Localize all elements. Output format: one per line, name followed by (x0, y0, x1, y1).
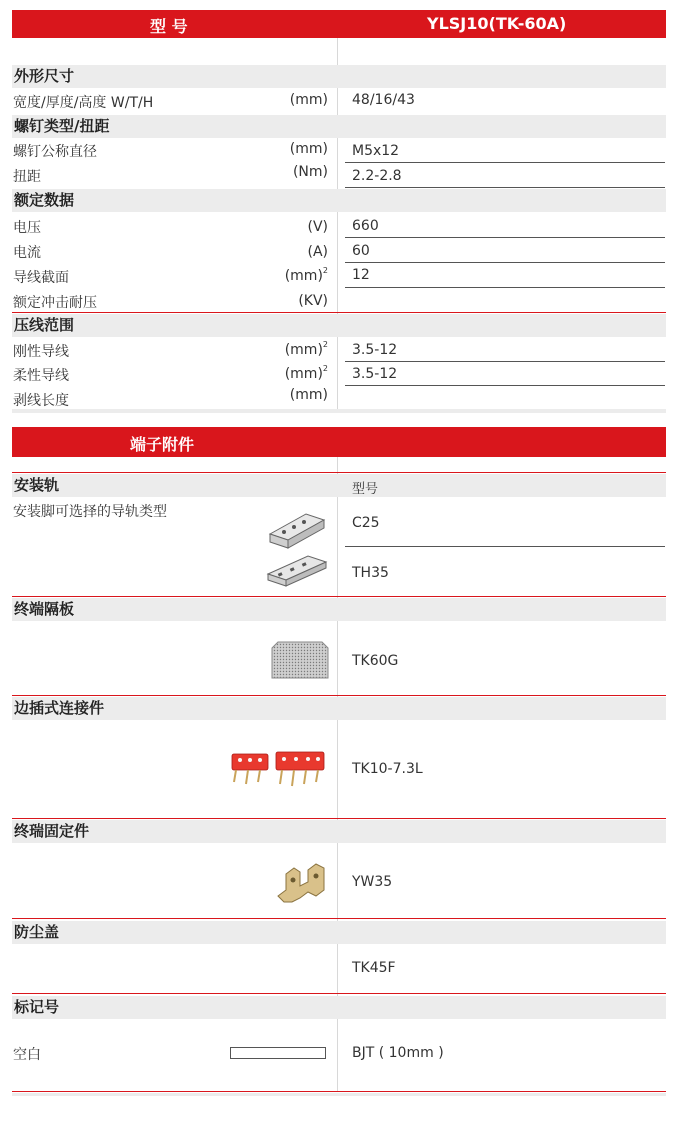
spec-unit (285, 268, 328, 284)
din-rail-c25-icon (266, 510, 330, 550)
dust-cover-value: TK45F (352, 960, 396, 976)
accessories-bar (12, 427, 666, 457)
section-divider (12, 1091, 666, 1092)
section-divider (12, 596, 666, 597)
rail-col-header: 型号 (352, 482, 379, 497)
marker-label: 空白 (13, 1047, 41, 1063)
unit-text: (mm) (284, 366, 323, 382)
unit-superscript: 2 (322, 266, 328, 275)
spec-unit (285, 342, 328, 358)
spec-value: 60 (352, 243, 370, 259)
spec-value: 3.5-12 (352, 366, 398, 382)
spec-label: 额定冲击耐压 (13, 295, 97, 311)
rail-description: 安装脚可选择的导轨类型 (13, 504, 167, 520)
spec-unit: (V) (307, 219, 328, 235)
spacer-band (12, 409, 666, 413)
section-dimensions: 外形尺寸 (12, 65, 666, 88)
spec-value: M5x12 (352, 143, 400, 159)
section-screw: 螺钉类型/扭距 (12, 115, 666, 138)
value-underline (345, 237, 665, 238)
spec-label: 刚性导线 (13, 344, 69, 360)
spec-label: 宽度/厚度/高度 W/T/H (13, 95, 154, 111)
column-divider (337, 38, 338, 410)
spec-value: 660 (352, 218, 379, 234)
value-underline (345, 162, 665, 163)
section-end-plate: 终端隔板 (12, 598, 666, 621)
rail-item: TH35 (352, 565, 389, 581)
value-underline (345, 546, 665, 547)
spec-unit (285, 366, 328, 382)
spec-label: 螺钉公称直径 (13, 144, 97, 160)
spec-value: 3.5-12 (352, 342, 398, 358)
unit-text: (mm) (284, 342, 323, 358)
end-stop-bracket-icon (274, 860, 332, 906)
section-rail: 安装轨 (12, 474, 666, 497)
spec-unit: (mm) (289, 141, 328, 157)
accessories-title: 端子附件 (130, 435, 195, 454)
value-underline (345, 262, 665, 263)
footer-band (12, 1093, 666, 1096)
spec-value: 2.2-2.8 (352, 168, 402, 184)
section-end-stop: 终瑞固定件 (12, 820, 666, 843)
spec-unit: (A) (307, 244, 328, 260)
unit-superscript: 2 (322, 340, 328, 349)
spec-label: 电压 (13, 220, 41, 236)
value-underline (345, 361, 665, 362)
value-underline (345, 287, 665, 288)
marker-strip-icon (230, 1047, 326, 1059)
spec-label: 扭距 (13, 169, 41, 185)
section-divider (12, 312, 666, 313)
unit-text: (mm) (284, 268, 323, 284)
side-connector-value: TK10-7.3L (352, 761, 423, 777)
spec-label: 剥线长度 (13, 393, 69, 409)
section-divider (12, 918, 666, 919)
section-marker: 标记号 (12, 996, 666, 1019)
spec-value: 48/16/43 (352, 92, 415, 108)
section-rated: 额定数据 (12, 189, 666, 212)
end-stop-value: YW35 (352, 874, 393, 890)
section-dust-cover: 防尘盖 (12, 921, 666, 944)
spec-label: 柔性导线 (13, 368, 69, 384)
section-crimp: 压线范围 (12, 314, 666, 337)
spec-label: 导线截面 (13, 270, 69, 286)
header-label: 型 号 (150, 17, 188, 36)
spec-unit: (mm) (289, 387, 328, 403)
spec-value: 12 (352, 267, 370, 283)
header-model: YLSJ10(TK-60A) (427, 14, 567, 33)
value-underline (345, 187, 665, 188)
end-plate-value: TK60G (352, 653, 399, 669)
section-divider (12, 472, 666, 473)
unit-superscript: 2 (322, 364, 328, 373)
section-side-connector: 边插式连接件 (12, 697, 666, 720)
spec-unit: (KV) (298, 293, 328, 309)
din-rail-th35-icon (264, 552, 330, 592)
section-divider (12, 818, 666, 819)
spec-label: 电流 (13, 245, 41, 261)
section-divider (12, 993, 666, 994)
value-underline (345, 385, 665, 386)
end-plate-icon (270, 640, 330, 680)
spec-unit: (Nm) (292, 164, 328, 180)
rail-item: C25 (352, 515, 380, 531)
header-bar (12, 10, 666, 38)
spec-unit: (mm) (289, 92, 328, 108)
section-divider (12, 695, 666, 696)
marker-value: BJT ( 10mm ) (352, 1045, 444, 1061)
jumper-connector-icon (226, 748, 330, 788)
